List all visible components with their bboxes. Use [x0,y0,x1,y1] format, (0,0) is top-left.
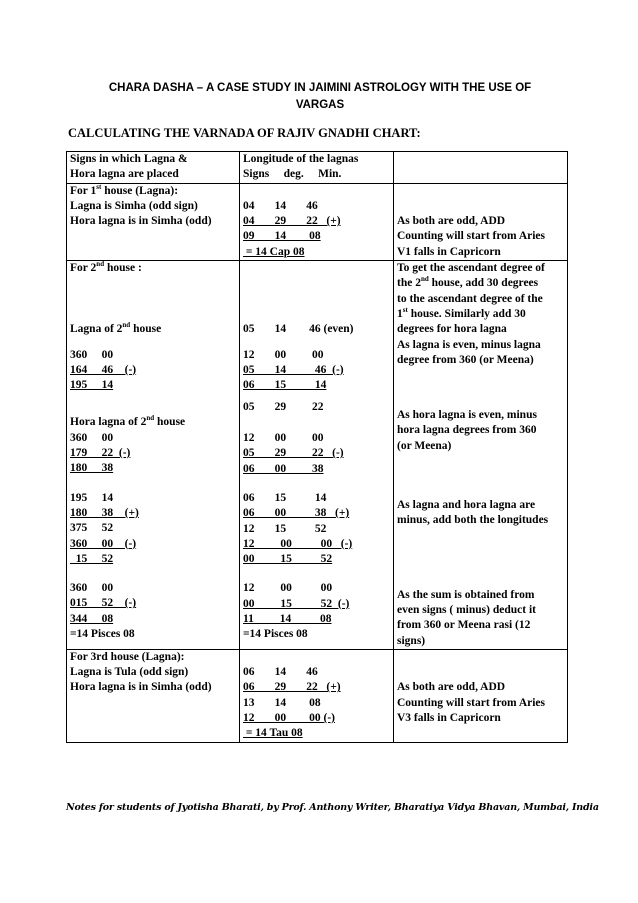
note-text: signs) [397,634,426,647]
header-notes-cell [394,152,568,184]
note-text: As the sum is obtained from [397,588,535,601]
value-line: 13 14 08 [243,696,321,709]
value-line: 04 14 46 [243,199,318,212]
note-text: Counting will start from Aries [397,230,546,243]
header-longitude-cell [240,152,394,184]
note-text: the 2nd house, add 30 degrees [397,275,539,290]
value-line: 344 08 [70,612,114,625]
note-text: V3 falls in Capricorn [397,712,501,725]
note-text: degree from 360 (or Meena) [397,353,534,366]
row-text: Hora lagna is in Simha (odd) [70,681,212,694]
result-line: =14 Pisces 08 [243,628,308,641]
value-line: 05 29 22 (-) [243,447,344,460]
value-line: 06 29 22 (+) [243,681,341,694]
house3-longitude-cell [240,649,394,742]
note-text: As lagna is even, minus lagna [397,338,541,351]
value-line: 06 14 46 [243,666,318,679]
result-line: = 14 Tau 08 [243,727,303,740]
value-line: 12 00 00 (-) [243,712,335,725]
page-footer: Notes for students of Jyotisha Bharati, by Prof. Anthony Writer, Bharatiya Vidya Bhavan, Mumbai, India [66,802,599,813]
table-row-house3 [67,649,568,742]
title-line-2: VARGAS [295,99,345,111]
note-text: As hora lagna is even, minus [397,409,537,422]
header-text: Hora lagna are placed [70,168,179,181]
value-line: 00 15 52 (-) [243,597,350,610]
note-text: degrees for hora lagna [397,323,507,336]
row-text: Hora lagna is in Simha (odd) [70,215,212,228]
note-text: As both are odd, ADD [397,215,506,228]
value-line: 12 00 00 [243,432,324,445]
note-text: hora lagna degrees from 360 [397,424,537,437]
note-text: V1 falls in Capricorn [397,245,501,258]
section-heading: CALCULATING THE VARNADA OF RAJIV GNADHI CHART: [68,126,421,140]
house1-longitude-cell [240,183,394,260]
document-title [70,80,570,114]
result-line: =14 Pisces 08 [70,628,135,641]
hora-2nd-label: Hora lagna of 2nd house [70,414,186,429]
value-line: 06 00 38 [243,462,324,475]
value-line: 180 38 [70,462,114,475]
value-line: 195 14 [70,491,114,504]
house3-notes-cell [394,649,568,742]
note-text: Counting will start from Aries [397,696,546,709]
value-line: 06 00 38 (+) [243,507,350,520]
varnada-table [66,151,568,743]
header-text: Longitude of the lagnas [243,153,359,165]
result-line: = 14 Cap 08 [243,245,305,258]
table-row-house2 [67,261,568,650]
house2-signs-cell [67,261,240,650]
header-signs-cell [67,152,240,184]
value-line: 360 00 [70,348,114,361]
house2-longitude-cell [240,261,394,650]
value-line: 09 14 08 [243,230,321,243]
value-line: 180 38 (+) [70,506,139,519]
house2-notes-cell [394,261,568,650]
value-line: 04 29 22 (+) [243,215,341,228]
value-line: 360 00 (-) [70,537,137,550]
value-line: 179 22 (-) [70,447,131,460]
house3-heading: For 3rd house (Lagna): [70,650,185,663]
header-text: Signs deg. Min. [243,168,342,181]
note-text: As lagna and hora lagna are [397,499,536,512]
value-line: 015 52 (-) [70,597,137,610]
note-text: (or Meena) [397,439,452,452]
note-text: even signs ( minus) deduct it [397,603,536,616]
note-text: As both are odd, ADD [397,681,506,694]
value-line: 05 14 46 (even) [243,323,354,336]
value-line: 15 52 [70,552,114,565]
value-line: 360 00 [70,431,114,444]
value-line: 06 15 14 [243,491,327,504]
house2-heading: For 2nd house : [70,260,142,275]
lagna-2nd-label: Lagna of 2nd house [70,321,162,336]
house1-notes-cell [394,183,568,260]
header-text: Signs in which Lagna & [70,153,188,165]
note-text: from 360 or Meena rasi (12 [397,619,531,632]
note-text: To get the ascendant degree of [397,262,545,275]
value-line: 375 52 [70,522,114,535]
value-line: 164 46 (-) [70,363,137,376]
house1-signs-cell [67,183,240,260]
row-text: Lagna is Simha (odd sign) [70,199,198,212]
table-row-house1 [67,183,568,260]
table-header-row [67,152,568,184]
value-line: 05 14 46 (-) [243,363,344,376]
value-line: 12 00 00 (-) [243,537,353,550]
value-line: 00 15 52 [243,553,333,566]
value-line: 05 29 22 [243,401,324,414]
value-line: 06 15 14 [243,379,327,392]
value-line: 195 14 [70,379,114,392]
value-line: 360 00 [70,582,114,595]
house1-heading: For 1st house (Lagna): [70,182,179,197]
row-text: Lagna is Tula (odd sign) [70,666,189,679]
value-line: 12 15 52 [243,522,327,535]
value-line: 12 00 00 [243,348,324,361]
value-line: 11 14 08 [243,613,332,626]
value-line: 12 00 00 [243,582,333,595]
title-line-1: CHARA DASHA – A CASE STUDY IN JAIMINI ASTROLOGY WITH THE USE OF [108,82,532,94]
note-text: 1st house. Similarly add 30 [397,306,526,320]
house3-signs-cell [67,649,240,742]
note-text: to the ascendant degree of the [397,292,543,305]
note-text: minus, add both the longitudes [397,514,549,527]
